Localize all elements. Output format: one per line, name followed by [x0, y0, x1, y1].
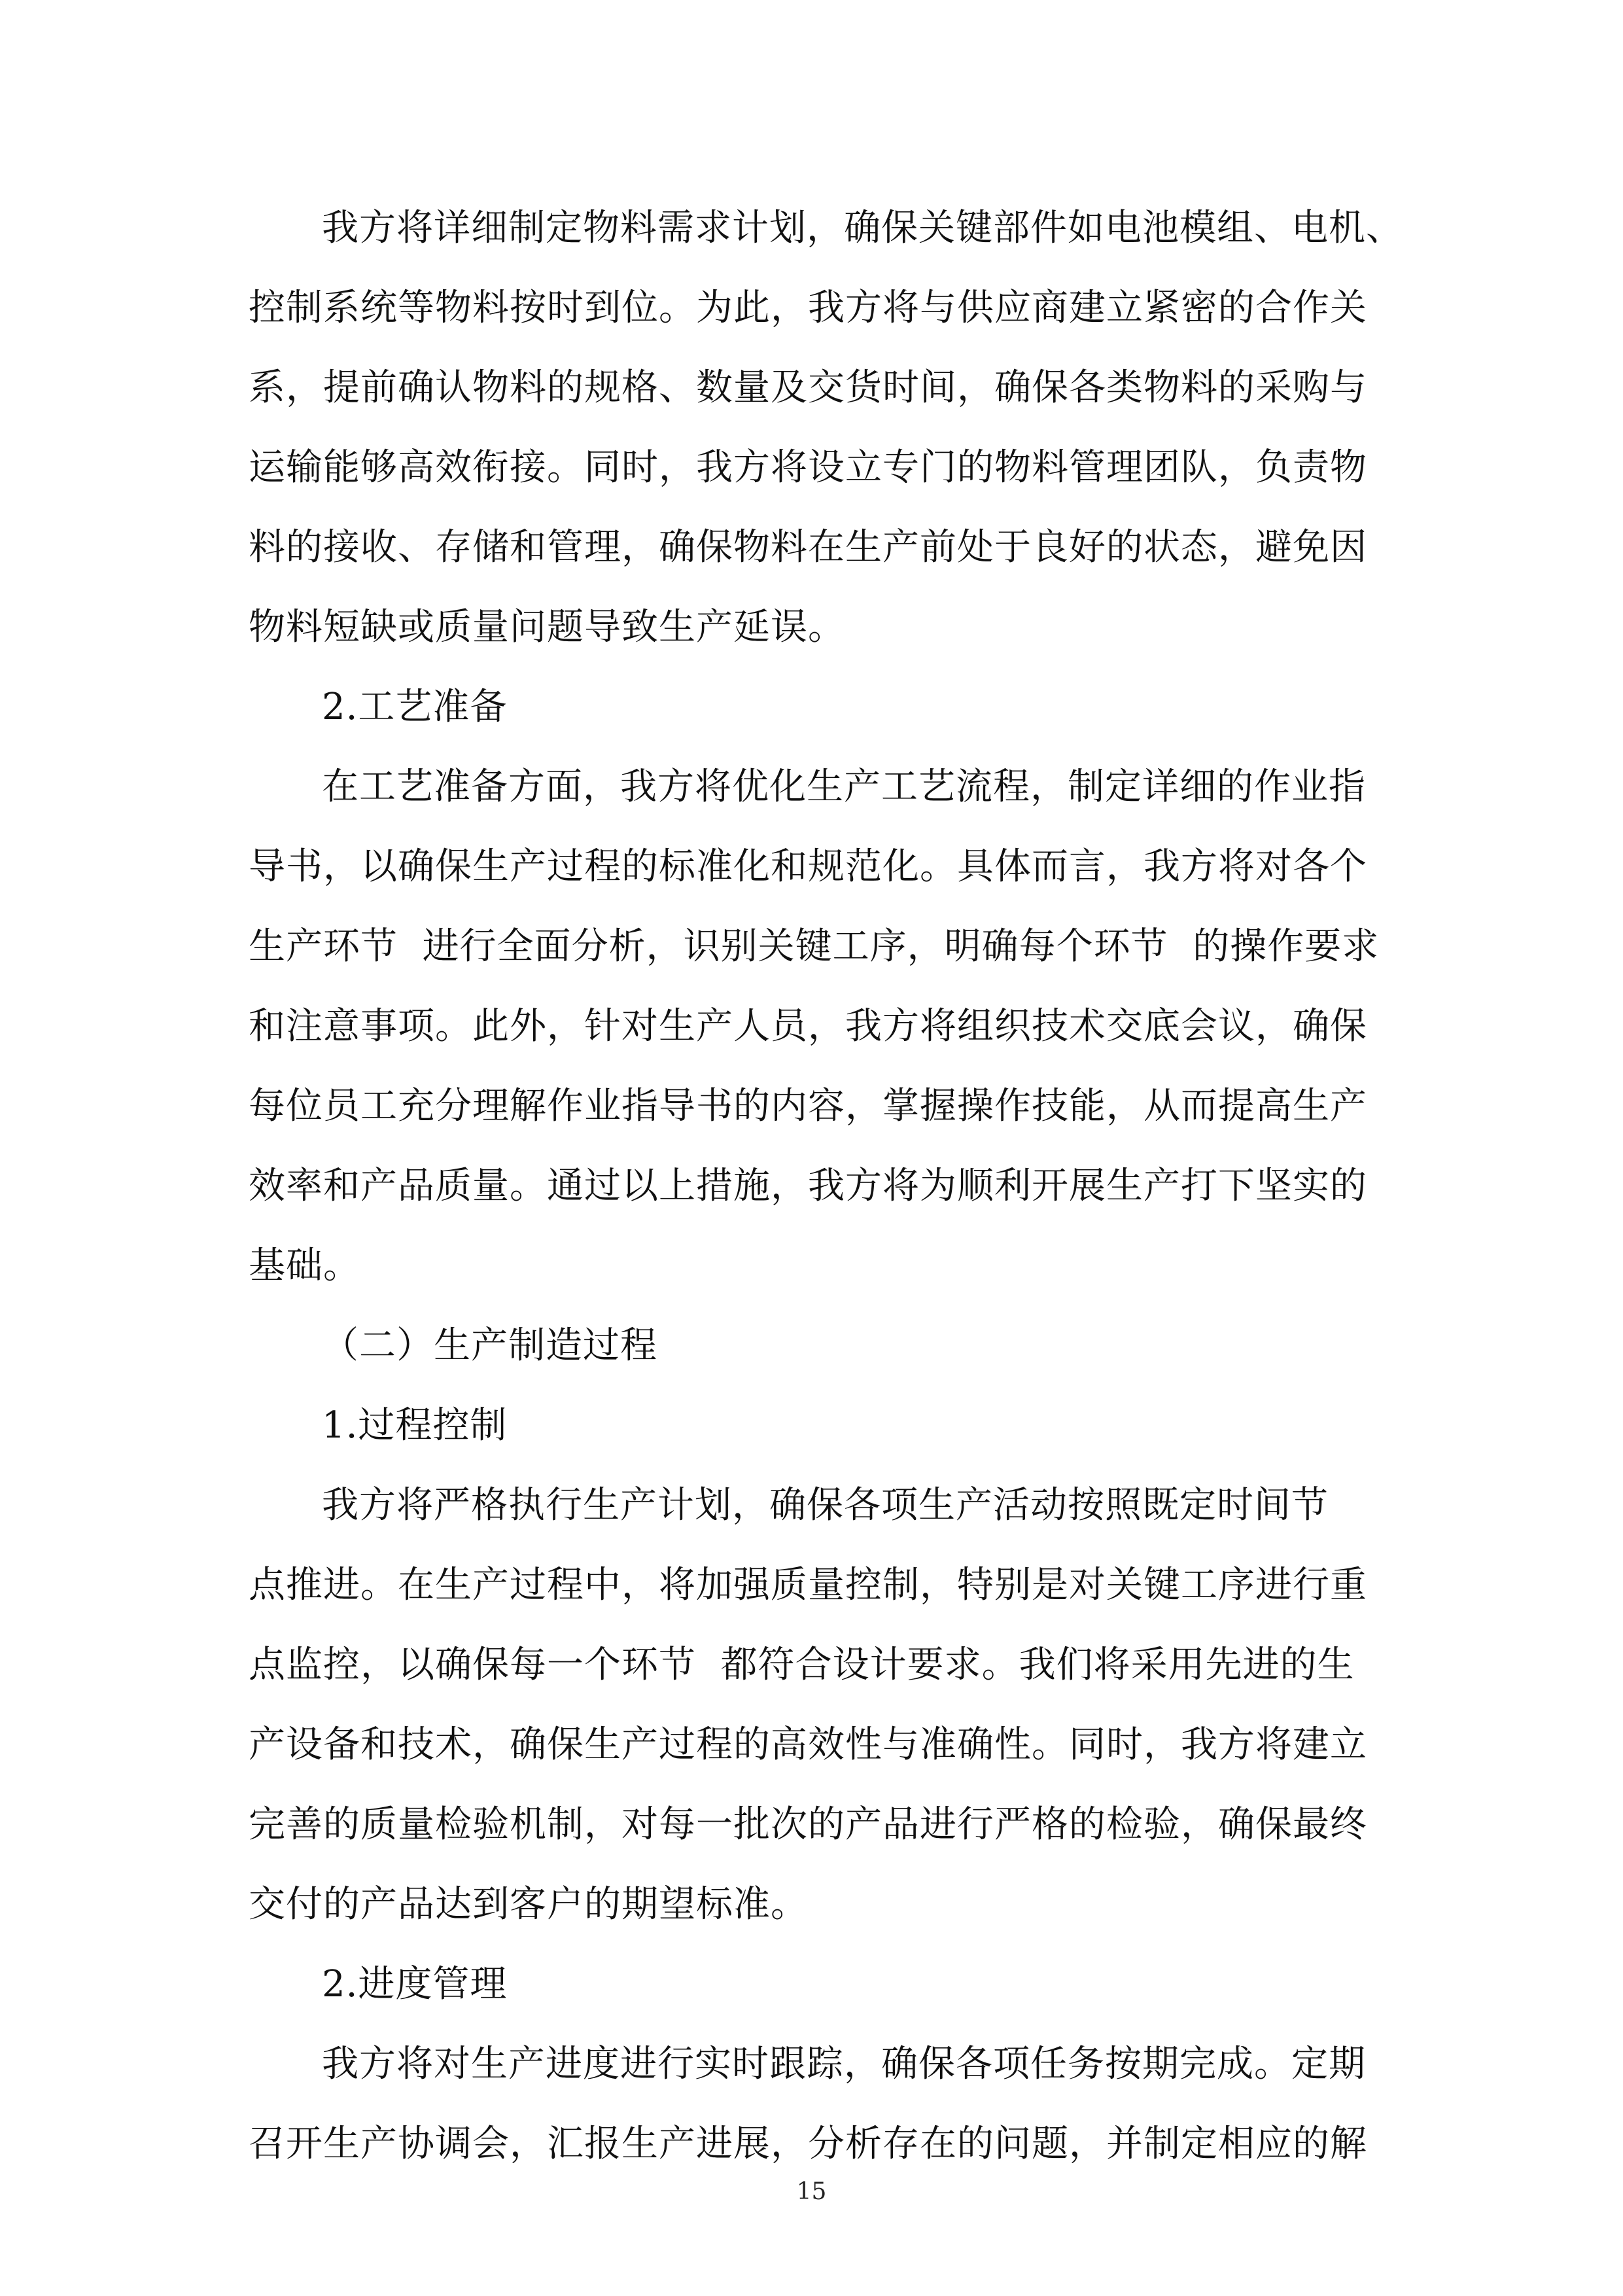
paragraph-line: 召开生产协调会，汇报生产进展，分析存在的问题，并制定相应的解 — [249, 2123, 1367, 2165]
paragraph-line: 在工艺准备方面，我方将优化生产工艺流程，制定详细的作业指 — [322, 766, 1366, 808]
paragraph-line: 物料短缺或质量问题导致生产延误。 — [249, 606, 845, 648]
paragraph-line: 基础。 — [249, 1245, 360, 1287]
paragraph-line: 运输能够高效衔接。同时，我方将设立专门的物料管理团队，负责物 — [249, 446, 1367, 489]
paragraph-line: 生产环节 进行全面分析，识别关键工序，明确每个环节 的操作要求 — [249, 925, 1380, 968]
paragraph-line: 点推进。在生产过程中，将加强质量控制，特别是对关键工序进行重 — [249, 1564, 1367, 1606]
page-number: 15 — [796, 2178, 827, 2205]
section-heading: 2.工艺准备 — [322, 686, 508, 728]
section-heading: （二）生产制造过程 — [322, 1324, 657, 1367]
paragraph-line: 和注意事项。此外，针对生产人员，我方将组织技术交底会议，确保 — [249, 1005, 1367, 1048]
paragraph-line: 系，提前确认物料的规格、数量及交货时间，确保各类物料的采购与 — [249, 366, 1367, 409]
section-heading: 2.进度管理 — [322, 1963, 508, 2005]
paragraph-line: 完善的质量检验机制，对每一批次的产品进行严格的检验，确保最终 — [249, 1803, 1367, 1846]
section-heading: 1.过程控制 — [322, 1404, 508, 1447]
paragraph-line: 料的接收、存储和管理，确保物料在生产前处于良好的状态，避免因 — [249, 526, 1367, 569]
paragraph-line: 效率和产品质量。通过以上措施，我方将为顺利开展生产打下坚实的 — [249, 1165, 1367, 1207]
paragraph-line: 我方将严格执行生产计划，确保各项生产活动按照既定时间节 — [322, 1484, 1329, 1527]
document-body — [249, 188, 1403, 2184]
paragraph-line: 产设备和技术，确保生产过程的高效性与准确性。同时，我方将建立 — [249, 1723, 1367, 1766]
paragraph-line: 每位员工充分理解作业指导书的内容，掌握操作技能，从而提高生产 — [249, 1085, 1367, 1127]
paragraph-line: 控制系统等物料按时到位。为此，我方将与供应商建立紧密的合作关 — [249, 287, 1367, 329]
paragraph-line: 我方将详细制定物料需求计划，确保关键部件如电池模组、电机、 — [322, 207, 1403, 249]
paragraph-line: 交付的产品达到客户的期望标准。 — [249, 1883, 808, 1926]
paragraph-line: 点监控，以确保每一个环节 都符合设计要求。我们将采用先进的生 — [249, 1644, 1355, 1686]
paragraph-line: 我方将对生产进度进行实时跟踪，确保各项任务按期完成。定期 — [322, 2043, 1366, 2085]
paragraph-line: 导书，以确保生产过程的标准化和规范化。具体而言，我方将对各个 — [249, 845, 1367, 888]
